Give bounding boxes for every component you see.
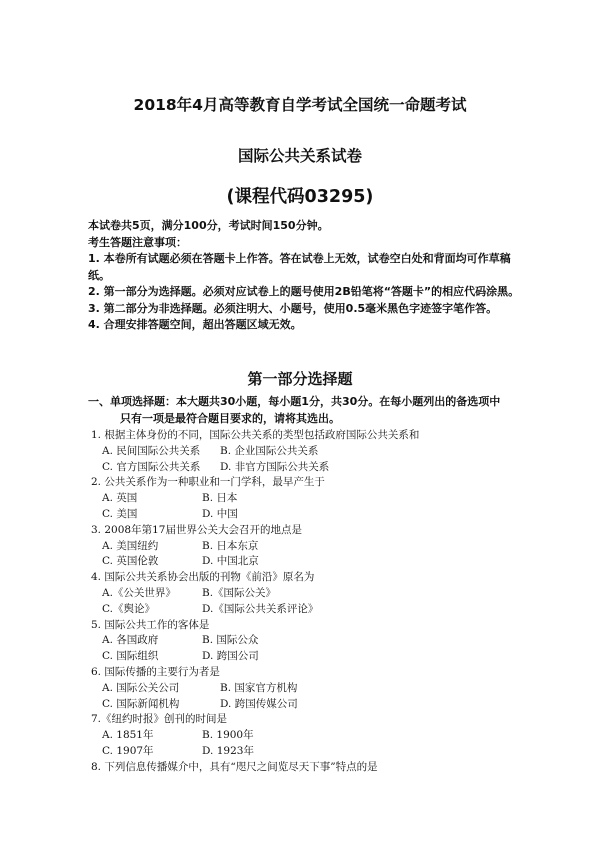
question-item (91, 618, 531, 665)
question-item (91, 475, 531, 522)
answer-option: D. 1923年 (202, 744, 254, 757)
notes-item: 1. 本卷所有试题必须在答题卡上作答。答在试卷上无效，试卷空白处和背面均可作草稿纸。 (88, 252, 511, 282)
question-stem: 5. 国际公共工作的客体是 (91, 618, 210, 631)
answer-option: D. 中国 (202, 507, 238, 520)
answer-option: D.《国际公共关系评论》 (202, 602, 319, 615)
answer-option: B. 企业国际公共关系 (220, 444, 319, 457)
answer-option: C. 国际新闻机构 (102, 697, 180, 710)
question-item (91, 712, 531, 759)
answer-option: D. 跨国公司 (202, 650, 259, 663)
option-row (91, 744, 531, 760)
answer-option: C. 1907年 (102, 744, 154, 757)
option-row (91, 554, 531, 570)
answer-option: A. 美国纽约 (102, 539, 159, 552)
answer-option: C. 官方国际公共关系 (102, 460, 201, 473)
answer-option: C.《舆论》 (102, 602, 155, 615)
exam-title: 2018年4月高等教育自学考试全国统一命题考试 (133, 96, 467, 114)
part1-title: 第一部分选择题 (247, 370, 353, 388)
question-stem: 4. 国际公共关系协会出版的刊物《前沿》原名为 (91, 571, 315, 584)
question-item (91, 570, 531, 617)
answer-option: B.《国际公关》 (202, 586, 277, 599)
option-row (91, 460, 531, 476)
option-row (91, 681, 531, 697)
answer-option: C. 美国 (102, 507, 138, 520)
notes-intro: 本试卷共5页，满分100分，考试时间150分钟。 (88, 219, 329, 232)
answer-option: C. 英国伦敦 (102, 555, 159, 568)
option-row (91, 697, 531, 713)
answer-option: B. 1900年 (202, 729, 254, 742)
answer-option: D. 中国北京 (202, 555, 259, 568)
course-code: (课程代码03295) (226, 187, 374, 207)
answer-option: A.《公关世界》 (102, 586, 176, 599)
paper-title: 国际公共关系试卷 (237, 147, 362, 165)
option-row (91, 539, 531, 555)
question-stem: 1. 根据主体身份的不同，国际公共关系的类型包括政府国际公共关系和 (91, 429, 420, 441)
question-list (91, 428, 531, 776)
answer-option: A. 英国 (102, 492, 138, 505)
question-stem: 2. 公共关系作为一种职业和一门学科，最早产生于 (91, 476, 325, 489)
notes-heading: 考生答题注意事项： (88, 235, 187, 249)
answer-option: B. 日本 (202, 492, 238, 505)
answer-option: A. 1851年 (102, 729, 154, 742)
answer-option: B. 日本东京 (202, 539, 259, 552)
question-stem: 8. 下列信息传播媒介中，具有“咫尺之间览尽天下事”特点的是 (91, 760, 378, 773)
instructions-line: 只有一项是最符合题目要求的，请将其选出。 (120, 411, 340, 425)
option-row (91, 728, 531, 744)
notes-item: 3. 第二部分为非选择题。必须注明大、小题号，使用0.5毫米黑色字迹签字笔作答。 (88, 301, 498, 315)
answer-option: D. 跨国传媒公司 (220, 697, 298, 710)
answer-option: B. 国家官方机构 (220, 681, 298, 694)
question-stem: 7.《纽约时报》创刊的时间是 (91, 713, 228, 726)
option-row (91, 507, 531, 523)
option-row (91, 586, 531, 602)
question-stem: 3. 2008年第17届世界公关大会召开的地点是 (91, 523, 302, 536)
question-stem: 6. 国际传播的主要行为者是 (91, 665, 220, 678)
instructions-line: 一、单项选择题：本大题共30小题，每小题1分，共30分。在每小题列出的备选项中 (88, 395, 501, 408)
answer-option: C. 国际组织 (102, 650, 159, 663)
answer-option: A. 国际公关公司 (102, 681, 180, 694)
question-item (91, 523, 531, 570)
option-row (91, 649, 531, 665)
question-item (91, 665, 531, 712)
answer-option: B. 国际公众 (202, 634, 259, 647)
section-instructions (88, 394, 528, 427)
option-row (91, 491, 531, 507)
option-row (91, 602, 531, 618)
option-row (91, 633, 531, 649)
exam-notes (88, 218, 520, 334)
question-item (91, 760, 531, 776)
question-item (91, 428, 531, 475)
answer-option: A. 民间国际公共关系 (102, 444, 201, 457)
answer-option: A. 各国政府 (102, 634, 159, 647)
notes-item: 4. 合理安排答题空间，超出答题区域无效。 (88, 318, 302, 331)
notes-item: 2. 第一部分为选择题。必须对应试卷上的题号使用2B铅笔将“答题卡”的相应代码涂黑。 (88, 285, 520, 298)
option-row (91, 444, 531, 460)
answer-option: D. 非官方国际公共关系 (220, 460, 330, 473)
